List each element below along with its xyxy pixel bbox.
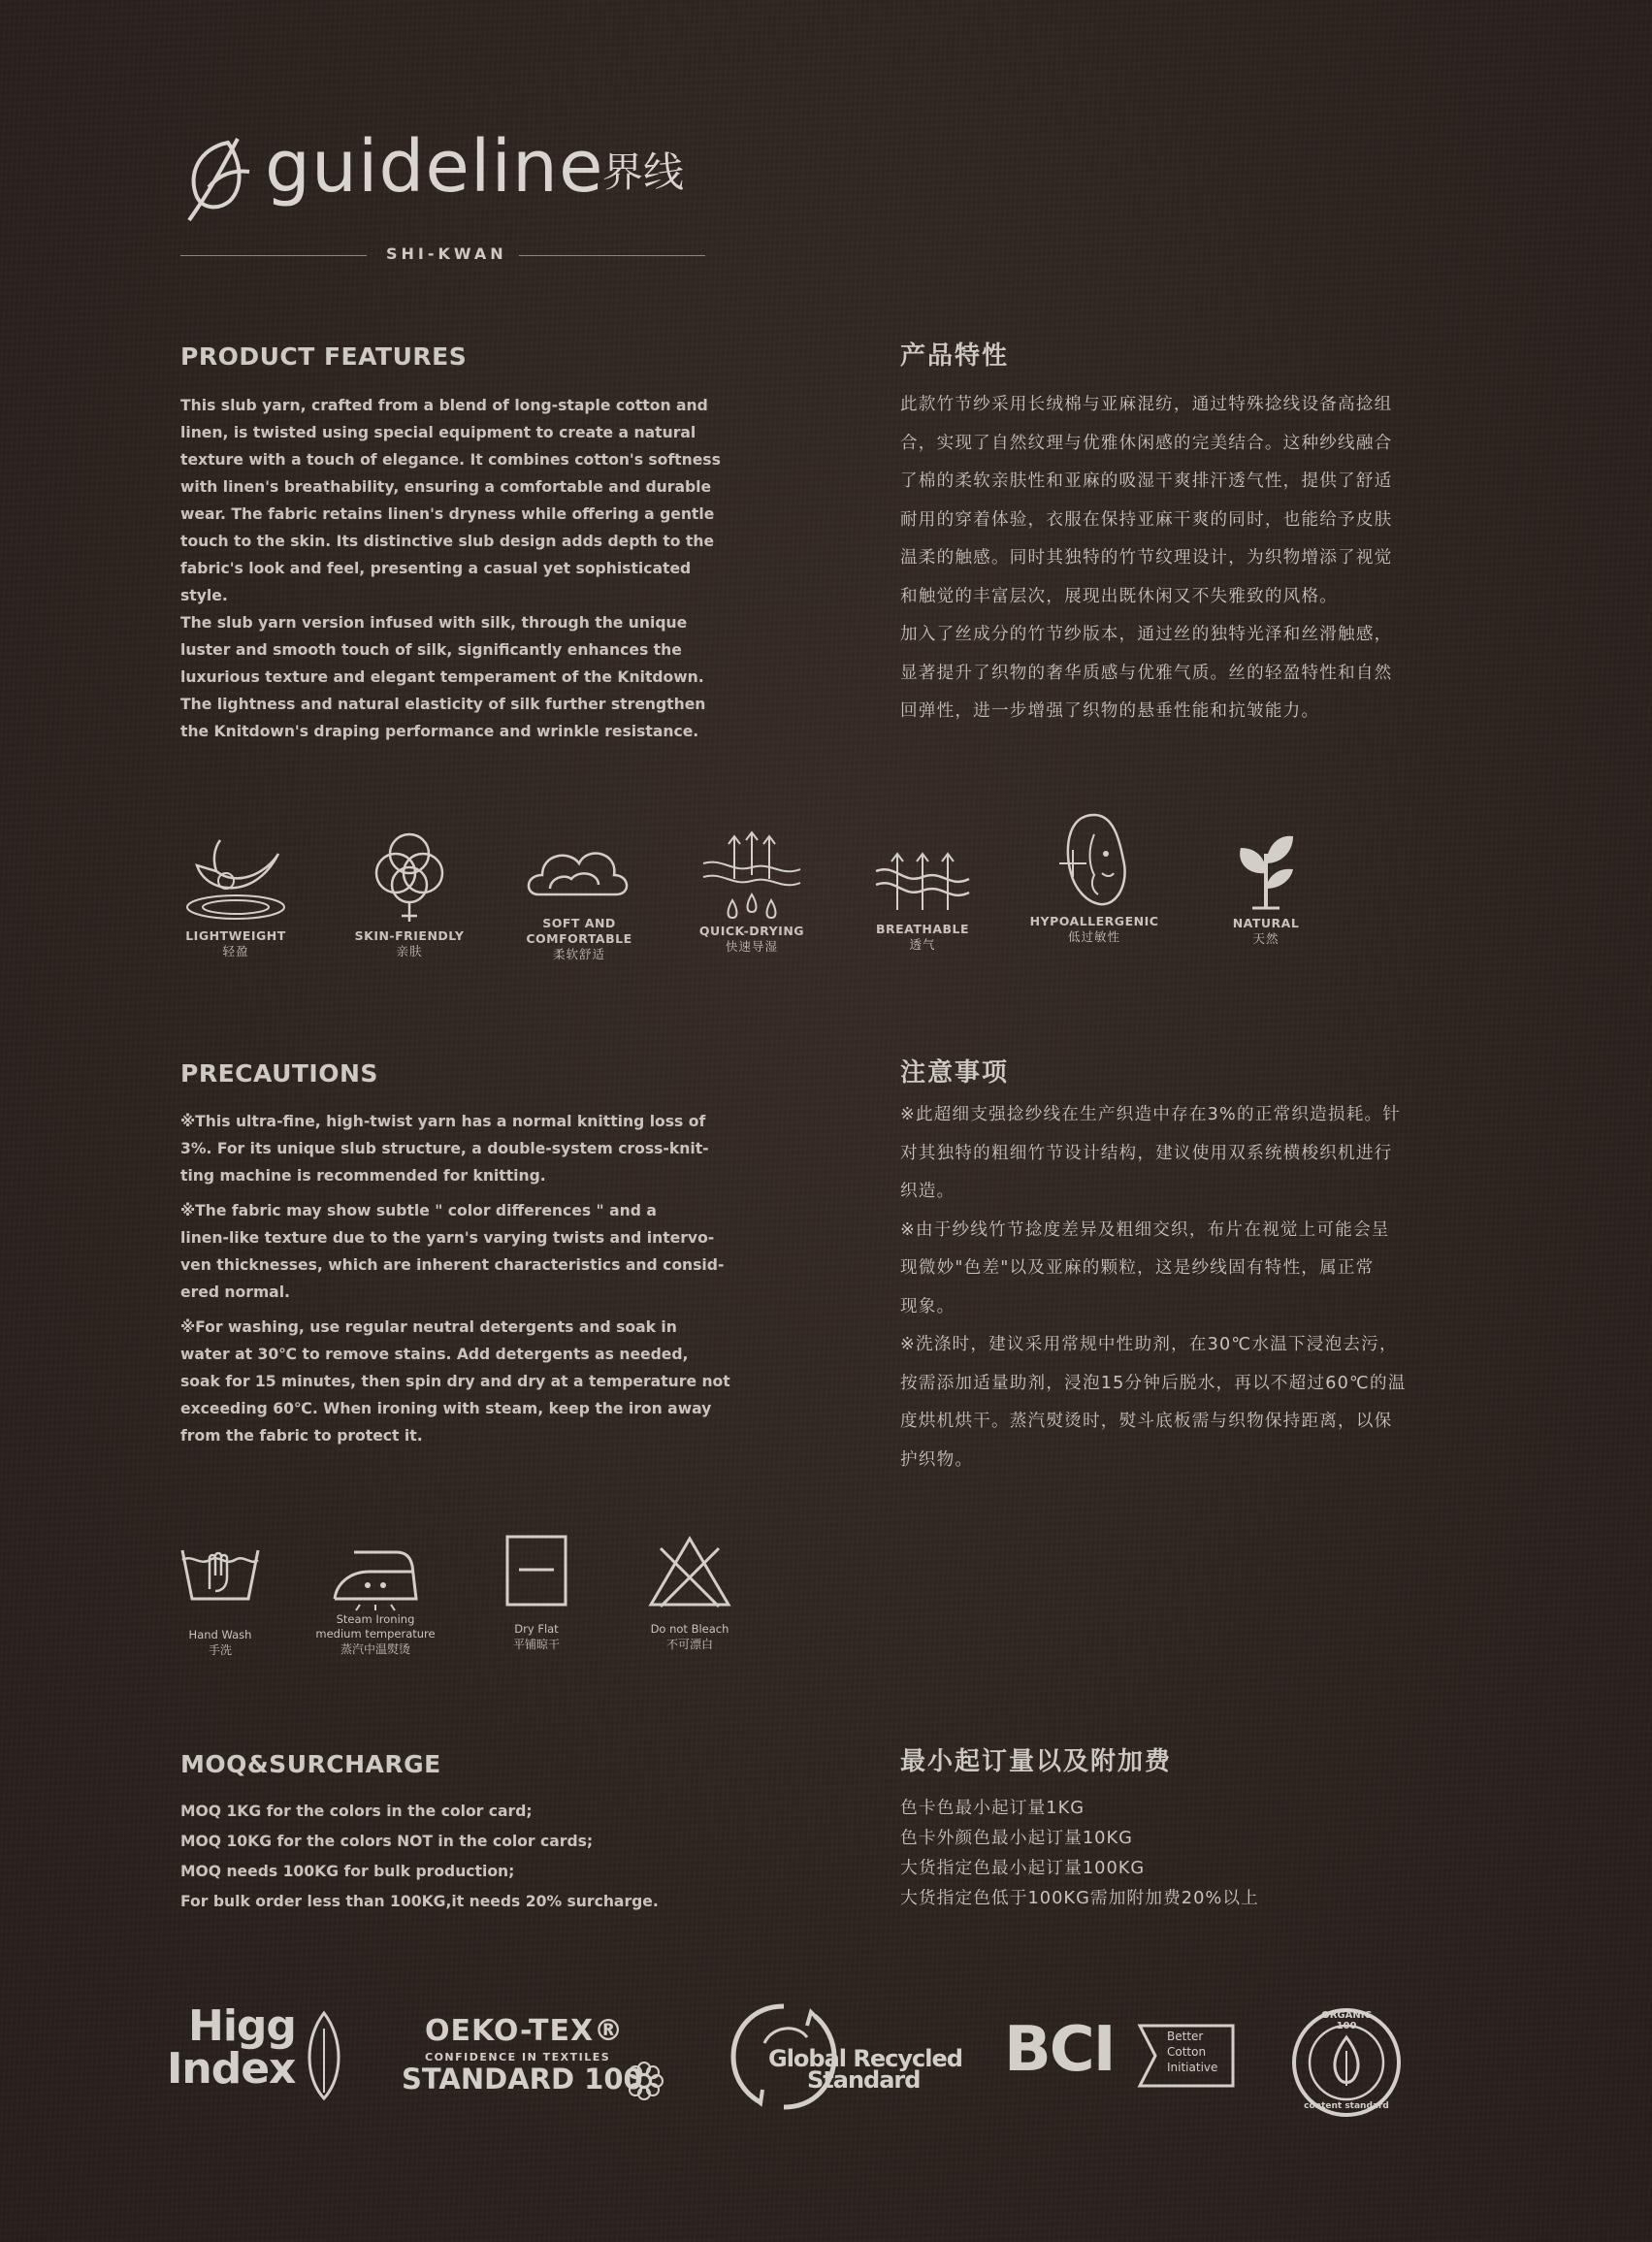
prec-cn-line: 护织物。: [900, 1449, 974, 1470]
prec-cn-line: ※由于纱线竹节捻度差异及粗细交织，布片在视觉上可能会呈: [900, 1219, 1390, 1240]
brand-logo: [179, 121, 723, 228]
pf-cn-line: 加入了丝成分的竹节纱版本，通过丝的独特光泽和丝滑触感，: [900, 625, 1393, 644]
brand-name-cn: 界线: [602, 148, 685, 196]
feature-hypoallergenic: [1021, 805, 1167, 945]
higg-text-line2: Index: [167, 2044, 296, 2094]
brand-name: guideline: [265, 125, 604, 209]
care-do-not-bleach: [617, 1531, 762, 1652]
pf-cn-line: 此款竹节纱采用长绒棉与亚麻混纺，通过特殊捻线设备高捻组: [900, 395, 1393, 414]
hypoallergenic-icon: [1036, 805, 1152, 922]
prec-cn-line: 按需添加适量助剂，浸泡15分钟后脱水，再以不超过60℃的温: [900, 1373, 1407, 1393]
higg-index-logo: [167, 2003, 351, 2110]
prec-line: ting machine is recommended for knitting.: [180, 1167, 546, 1185]
moq-line: For bulk order less than 100KG,it needs 20% surcharge.: [180, 1893, 659, 1910]
pf-line: The slub yarn version infused with silk, through the unique: [180, 614, 688, 632]
pf-cn-line: 和触觉的丰富层次，展现出既休闲又不失雅致的风格。: [900, 586, 1339, 606]
moq-line: MOQ 1KG for the colors in the color card;: [180, 1803, 533, 1820]
care-label-cn: 不可漂白: [665, 1638, 713, 1651]
pf-cn-line: 温柔的触感。同时其独特的竹节纹理设计，为织物增添了视觉: [900, 548, 1393, 568]
prec-line: from the fabric to protect it.: [180, 1427, 423, 1445]
feature-label-cn: 亲肤: [396, 944, 423, 959]
moq-line: MOQ 10KG for the colors NOT in the color cards;: [180, 1833, 594, 1850]
pf-cn-line: 显著提升了织物的奢华质感与优雅气质。丝的轻盈特性和自然: [900, 663, 1393, 683]
prec-cn-line: ※洗涤时，建议采用常规中性助剂，在30℃水温下浸泡去污，: [900, 1335, 1398, 1354]
feature-lightweight: [163, 825, 308, 959]
steam-iron-icon: [327, 1531, 424, 1614]
feature-natural: [1193, 815, 1339, 947]
feature-breathable: [850, 825, 995, 953]
feature-label-en: COMFORTABLE: [526, 931, 632, 946]
moq-text: [180, 1797, 811, 1917]
higg-text-line1: Higg: [188, 2001, 296, 2051]
pf-line: The lightness and natural elasticity of silk further strengthen: [180, 696, 706, 713]
lightweight-icon: [178, 825, 294, 931]
organic-text-bottom: content standard: [1304, 2101, 1389, 2111]
prec-cn-line: 现微妙"色差"以及亚麻的颗粒，这是纱线固有特性，属正常: [900, 1258, 1375, 1278]
pf-line: fabric's look and feel, presenting a casual yet sophisticated: [180, 560, 692, 577]
feature-label-cn: 轻盈: [222, 944, 249, 959]
care-label-cn: 手洗: [208, 1643, 232, 1657]
do-not-bleach-icon: [643, 1531, 736, 1618]
pf-line: texture with a touch of elegance. It combines cotton's softness: [180, 451, 721, 469]
skin-friendly-icon: [351, 825, 468, 931]
moq-cn-line: 色卡外颜色最小起订量10KG: [900, 1828, 1133, 1848]
soft-comfortable-icon: [521, 825, 637, 912]
prec-line: ※The fabric may show subtle " color differences " and a: [180, 1202, 657, 1219]
oeko-sub: CONFIDENCE IN TEXTILES: [425, 2051, 611, 2063]
pf-line: touch to the skin. Its distinctive slub design adds depth to the: [180, 533, 715, 550]
precautions-text: [180, 1108, 738, 1449]
precautions-heading: PRECAUTIONS: [180, 1059, 378, 1088]
moq-cn-line: 色卡色最小起订量1KG: [900, 1798, 1085, 1818]
pf-cn-line: 回弹性，进一步增强了织物的悬垂性能和抗皱能力。: [900, 701, 1320, 721]
moq-cn-text: [900, 1793, 1531, 1913]
care-dry-flat: [464, 1531, 609, 1652]
brand-leaf-mark-icon: [179, 131, 257, 228]
pf-line: wear. The fabric retains linen's dryness while offering a gentle: [180, 505, 715, 523]
oeko-standard: STANDARD 100: [402, 2063, 643, 2096]
pf-line: luster and smooth touch of silk, significantly enhances the: [180, 641, 682, 659]
prec-cn-line: ※此超细支强捻纱线在生产织造中存在3%的正常织造损耗。针: [900, 1105, 1402, 1124]
precautions-cn-text: [900, 1096, 1482, 1479]
breathable-icon: [864, 825, 981, 931]
pf-line: This slub yarn, crafted from a blend of long-staple cotton and: [180, 397, 708, 414]
grs-text-line2: Standard: [807, 2066, 921, 2094]
feature-skin-friendly: [337, 825, 482, 959]
organic-text-top: ORGANIC 100: [1321, 2010, 1372, 2031]
feature-label-en: SKIN-FRIENDLY: [354, 928, 465, 943]
care-label-en: Dry Flat: [514, 1622, 559, 1636]
brand-subtitle: SHI-KWAN: [386, 244, 507, 263]
product-features-cn-heading: 产品特性: [900, 341, 1010, 371]
prec-line: exceeding 60℃. When ironing with steam, keep the iron away: [180, 1400, 712, 1417]
pf-line: linen, is twisted using special equipment to create a natural: [180, 424, 696, 441]
product-features-cn-text: [900, 386, 1482, 731]
prec-cn-line: 织造。: [900, 1182, 956, 1201]
pf-line: luxurious texture and elegant temperament of the Knitdown.: [180, 668, 704, 686]
prec-cn-line: 度烘机烘干。蒸汽熨烫时，熨斗底板需与织物保持距离，以保: [900, 1412, 1393, 1431]
prec-line: linen-like texture due to the yarn's varying twists and intervo-: [180, 1229, 715, 1247]
prec-line: ※This ultra-fine, high-twist yarn has a normal knitting loss of: [180, 1113, 706, 1130]
dry-flat-icon: [498, 1531, 575, 1618]
moq-cn-heading: 最小起订量以及附加费: [900, 1747, 1173, 1776]
feature-soft-comfortable: [506, 825, 652, 962]
feature-label-en: NATURAL: [1232, 916, 1300, 930]
pf-line: style.: [180, 587, 228, 604]
grs-text-line1: Global Recycled: [768, 2045, 962, 2072]
product-features-text: [180, 392, 738, 745]
oeko-tex-logo: [402, 2014, 673, 2101]
precautions-cn-heading: 注意事项: [900, 1058, 1010, 1088]
feature-label-cn: 柔软舒适: [552, 947, 605, 961]
higg-leaf-icon: [301, 2009, 347, 2102]
natural-icon: [1208, 815, 1324, 922]
feature-label-cn: 快速导湿: [725, 939, 778, 954]
feature-label-en: LIGHTWEIGHT: [185, 928, 286, 943]
hand-wash-icon: [177, 1531, 264, 1618]
care-label-en: Steam Ironing: [336, 1612, 415, 1626]
pf-cn-line: 耐用的穿着体验，衣服在保持亚麻干爽的同时，也能给予皮肤: [900, 509, 1393, 530]
moq-cn-line: 大货指定色低于100KG需加附加费20%以上: [900, 1888, 1259, 1908]
feature-label-cn: 透气: [909, 937, 936, 952]
care-label-en: Do not Bleach: [650, 1622, 729, 1636]
prec-line: ered normal.: [180, 1283, 290, 1301]
pf-line: the Knitdown's draping performance and wrinkle resistance.: [180, 723, 699, 740]
prec-line: ven thicknesses, which are inherent characteristics and consid-: [180, 1256, 725, 1274]
prec-line: soak for 15 minutes, then spin dry and dry at a temperature not: [180, 1373, 730, 1390]
pf-line: with linen's breathability, ensuring a comfortable and durable: [180, 478, 712, 496]
feature-label-en: QUICK-DRYING: [698, 924, 805, 938]
subtitle-rule-right: [519, 255, 705, 256]
bci-text-line1: Better: [1167, 2030, 1204, 2043]
care-label-en: medium temperature: [315, 1627, 436, 1641]
prec-cn-line: 对其独特的粗细竹节设计结构，建议使用双系统横梭织机进行: [900, 1143, 1393, 1163]
care-steam-iron: [303, 1531, 448, 1657]
quick-drying-icon: [694, 825, 810, 931]
subtitle-rule-left: [180, 255, 367, 256]
organic-content-standard-logo: [1288, 2004, 1405, 2121]
moq-line: MOQ needs 100KG for bulk production;: [180, 1863, 515, 1880]
oeko-title: OEKO-TEX®: [425, 2014, 625, 2048]
feature-quick-drying: [679, 825, 825, 955]
oeko-flower-icon: [620, 2057, 668, 2105]
prec-line: ※For washing, use regular neutral detergents and soak in: [180, 1318, 677, 1336]
moq-heading: MOQ&SURCHARGE: [180, 1750, 441, 1778]
moq-cn-line: 大货指定色最小起订量100KG: [900, 1858, 1146, 1878]
bci-mark: BCI: [1004, 2014, 1115, 2086]
care-label-cn: 蒸汽中温熨烫: [340, 1642, 410, 1656]
prec-line: water at 30℃ to remove stains. Add detergents as needed,: [180, 1346, 689, 1363]
prec-line: 3%. For its unique slub structure, a double-system cross-knit-: [180, 1140, 709, 1157]
feature-label-cn: 天然: [1252, 931, 1279, 946]
care-label-cn: 平铺晾干: [512, 1638, 560, 1651]
care-hand-wash: [147, 1531, 293, 1658]
pf-cn-line: 了棉的柔软亲肤性和亚麻的吸湿干爽排汗透气性，提供了舒适: [900, 471, 1393, 491]
bci-text-line3: Initiative: [1167, 2061, 1218, 2074]
bci-text-line2: Cotton: [1167, 2045, 1207, 2059]
product-features-heading: PRODUCT FEATURES: [180, 342, 468, 371]
bci-logo: [1004, 2014, 1237, 2097]
pf-cn-line: 合，实现了自然纹理与优雅休闲感的完美结合。这种纱线融合: [900, 433, 1393, 453]
feature-label-en: BREATHABLE: [875, 922, 970, 936]
feature-label-cn: 低过敏性: [1067, 929, 1120, 944]
grs-logo: [726, 1998, 962, 2115]
care-label-en: Hand Wash: [188, 1628, 252, 1641]
feature-label-en: HYPOALLERGENIC: [1029, 914, 1159, 928]
prec-cn-line: 现象。: [900, 1296, 956, 1316]
feature-label-en: SOFT AND: [542, 916, 616, 930]
